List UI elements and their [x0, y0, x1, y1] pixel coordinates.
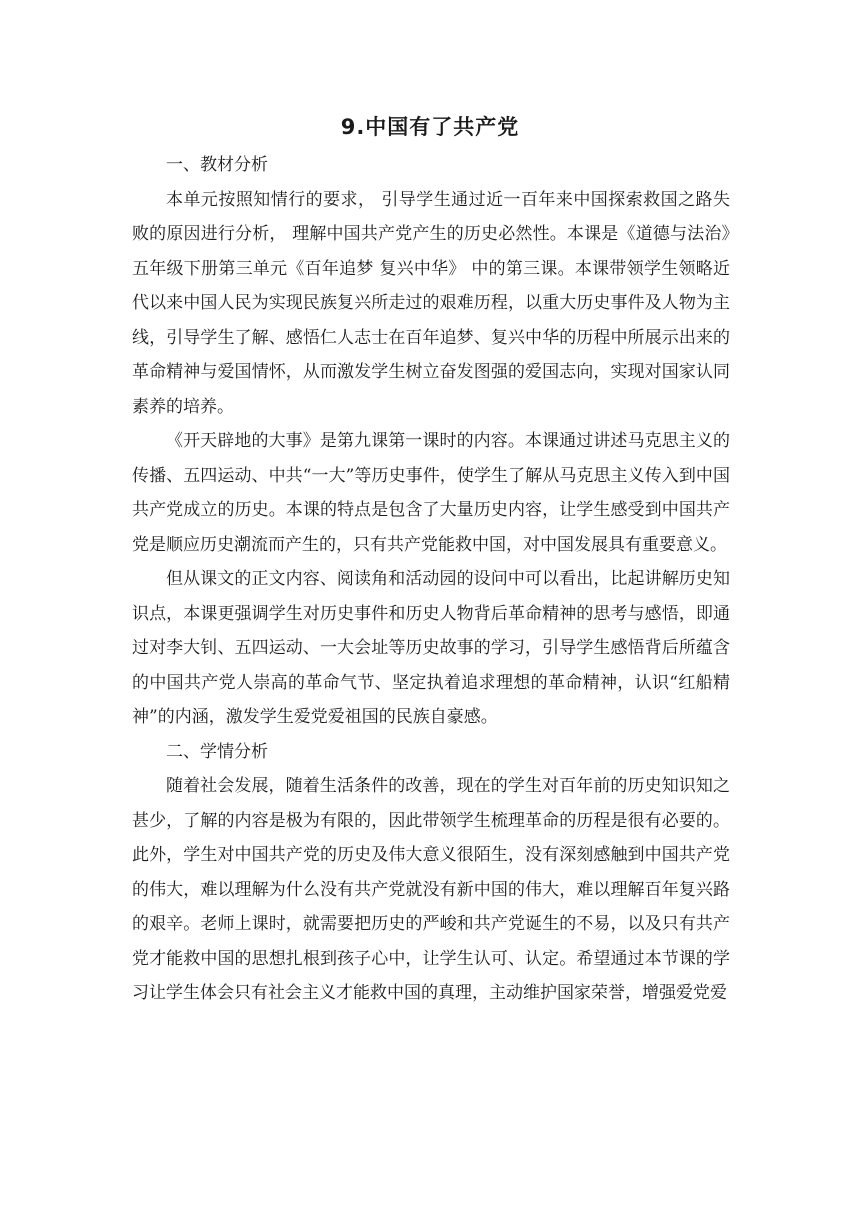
paragraph: 但从课文的正文内容、阅读角和活动园的设问中可以看出，比起讲解历史知识点，本课更强调学生对历史事件和历史人物背后革命精神的思考与感悟，即通过对李大钊、五四运动、一大会址等历史故事的学习，引导学生感悟背后所蕴含的中国共产党人崇高的革命气节、坚定执着追求理想的革命精神，认识“红船精神”的内涵，激发学生爱党爱祖国的民族自豪感。 [132, 569, 730, 727]
section-heading-textbook-analysis: 一、教材分析 [166, 155, 268, 175]
document-title: 9.中国有了共产党 [340, 115, 520, 139]
paragraph: 《开天辟地的大事》是第九课第一课时的内容。本课通过讲述马克思主义的传播、五四运动、中共“一大”等历史事件，使学生了解从马克思主义传入到中国共产党成立的历史。本课的特点是包含了大量历史内容，让学生感受到中国共产党是顺应历史潮流而产生的，只有共产党能救中国，对中国发展具有重要意义。 [132, 431, 730, 555]
section-heading-student-analysis: 二、学情分析 [166, 741, 268, 762]
paragraph: 本单元按照知情行的要求， 引导学生通过近一百年来中国探索救国之路失败的原因进行分析， 理解中国共产党产生的历史必然性。本课是《道德与法治》五年级下册第三单元《百年追梦 复兴中华》 中的第三课。本课带领学生领略近代以来中国人民为实现民族复兴所走过的艰难历程，以重大历史事件及人物为主线，引导学生了解、感悟仁人志士在百年追梦、复兴中华的历程中所展示出来的革命精神与爱国情怀，从而激发学生树立奋发图强的爱国志向，实现对国家认同素养的培养。 [132, 189, 730, 417]
document-body [132, 148, 730, 1011]
paragraph: 随着社会发展，随着生活条件的改善，现在的学生对百年前的历史知识知之甚少，了解的内容是极为有限的，因此带领学生梳理革命的历程是很有必要的。此外，学生对中国共产党的历史及伟大意义很陌生，没有深刻感触到中国共产党的伟大，难以理解为什么没有共产党就没有新中国的伟大，难以理解百年复兴路的艰辛。老师上课时，就需要把历史的严峻和共产党诞生的不易，以及只有共产党才能救中国的思想扎根到孩子心中，让学生认可、认定。希望通过本节课的学习让学生体会只有社会主义才能救中国的真理，主动维护国家荣誉，增强爱党爱 [132, 776, 730, 1003]
